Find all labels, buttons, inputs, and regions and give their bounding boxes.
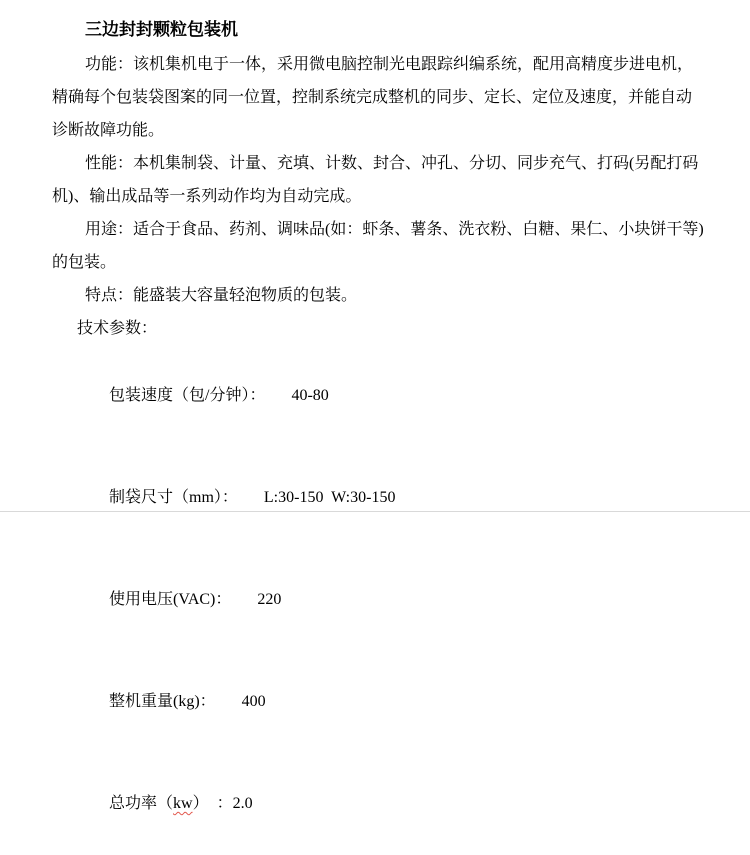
spec-bag-size (52, 447, 722, 549)
text-line: 性能：本机集制袋、计量、充填、计数、封合、冲孔、分切、同步充气、打码(另配打码 (85, 155, 699, 172)
spec-value: 400 (241, 693, 266, 710)
spec-label: 整机重量(kg)： (109, 693, 216, 710)
spec-value: ：2.0 (216, 795, 253, 812)
text-line: 的包装。 (52, 254, 117, 271)
spec-label-prefix: 总功率（ (109, 795, 174, 812)
spec-label: 包装速度（包/分钟）： (109, 387, 266, 404)
spec-label (109, 795, 201, 812)
spec-label-suffix: ） (192, 795, 201, 812)
misspelled-word: kw (173, 795, 193, 812)
spec-label: 制袋尺寸（mm）： (109, 489, 238, 506)
text-line: 特点：能盛装大容量轻泡物质的包装。 (85, 287, 358, 304)
spec-value: 40-80 (291, 387, 329, 404)
specs-heading: 技术参数： (77, 320, 158, 337)
text-line: 诊断故障功能。 (52, 122, 165, 139)
spec-packing-speed (52, 345, 722, 447)
spec-total-power (52, 753, 722, 855)
spec-value: L:30-150 W:30-150 (263, 489, 396, 506)
spec-voltage (52, 549, 722, 651)
document-title: 三边封封颗粒包装机 (85, 20, 238, 39)
spec-weight (52, 651, 722, 753)
text-line: 精确每个包装袋图案的同一位置，控制系统完成整机的同步、定长、定位及速度，并能自动 (52, 89, 693, 106)
paragraph-application (52, 213, 722, 279)
paragraph-performance (52, 147, 722, 213)
spec-label: 使用电压(VAC)： (109, 591, 232, 608)
paragraph-feature (52, 279, 722, 312)
text-line: 用途：适合于食品、药剂、调味品(如：虾条、薯条、洗衣粉、白糖、果仁、小块饼干等) (85, 221, 704, 238)
horizontal-rule (0, 511, 750, 512)
text-line: 机)、输出成品等一系列动作均为自动完成。 (52, 188, 362, 205)
spec-value: 220 (257, 591, 282, 608)
text-line: 功能：该机集机电于一体，采用微电脑控制光电跟踪纠编系统，配用高精度步进电机， (85, 56, 694, 73)
paragraph-function (52, 48, 722, 147)
